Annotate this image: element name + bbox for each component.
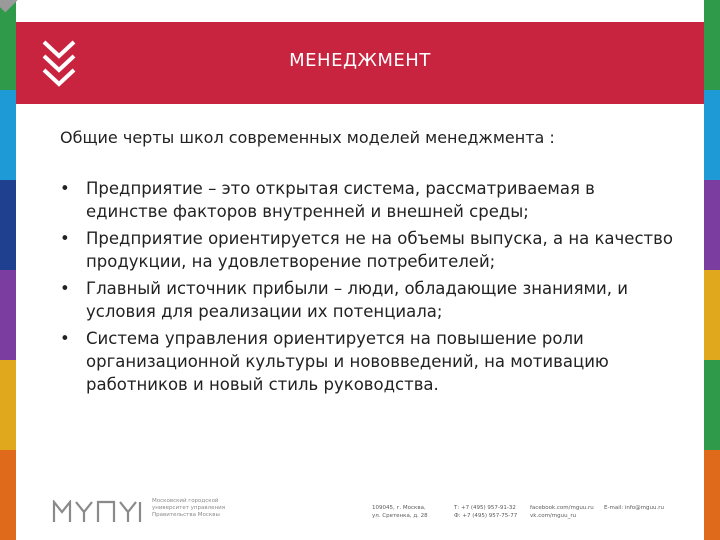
footer-org-name [152,498,262,519]
list-item [60,277,680,323]
slide-header [16,22,704,104]
edge-color-segment [0,0,16,90]
edge-color-segment [704,270,720,360]
phone-line: Т: +7 (495) 957-91-32 [454,505,516,511]
bullet-dot: • [60,179,70,198]
slide-content [60,128,680,400]
edge-color-segment [704,360,720,450]
footer-phones [454,504,517,520]
slide-footer [52,498,680,528]
edge-color-segment [704,180,720,270]
org-line: Правительства Москвы [152,512,220,518]
list-item [60,327,680,396]
list-item [60,177,680,223]
list-item [60,227,680,273]
slide-title: МЕНЕДЖМЕНТ [289,50,431,71]
bullet-text: Система управления ориентируется на повышение роли организационной культуры и нововведений, на мотивацию работников и новый стиль руководства. [86,329,609,394]
edge-color-segment [704,90,720,180]
bullet-list [60,177,680,396]
right-color-edge [704,0,720,540]
org-line: университет управления [152,505,226,511]
bullet-text: Предприятие – это открытая система, рассматриваемая в единстве факторов внутренней и внешней среды; [86,179,595,221]
bullet-text: Главный источник прибыли – люди, обладающие знаниями, и условия для реализации их потенциала; [86,279,628,321]
footer-email [604,504,664,512]
edge-color-segment [704,0,720,90]
bullet-dot: • [60,279,70,298]
bullet-dot: • [60,229,70,248]
slide-subtitle: Общие черты школ современных моделей менеджмента : [60,128,555,147]
edge-color-segment [0,450,16,540]
edge-color-segment [0,360,16,450]
address-line: ул. Сретенка, д. 28 [372,513,428,519]
mguu-logo-icon [52,500,146,524]
address-line: 109045, г. Москва, [372,505,426,511]
social-link[interactable]: facebook.com/mguu.ru [530,505,594,511]
edge-color-segment [0,270,16,360]
edge-color-segment [704,450,720,540]
org-line: Московский городской [152,498,219,504]
social-link[interactable]: vk.com/mguu_ru [530,513,577,519]
footer-address [372,504,428,520]
edge-color-segment [0,90,16,180]
left-color-edge [0,0,16,540]
bullet-dot: • [60,329,70,348]
email-link[interactable]: E-mail: info@mguu.ru [604,505,664,511]
edge-color-segment [0,180,16,270]
footer-social [530,504,594,520]
phone-line: Ф: +7 (495) 957-75-77 [454,513,518,519]
bullet-text: Предприятие ориентируется не на объемы выпуска, а на качество продукции, на удовлетворение потребителей; [86,229,673,271]
